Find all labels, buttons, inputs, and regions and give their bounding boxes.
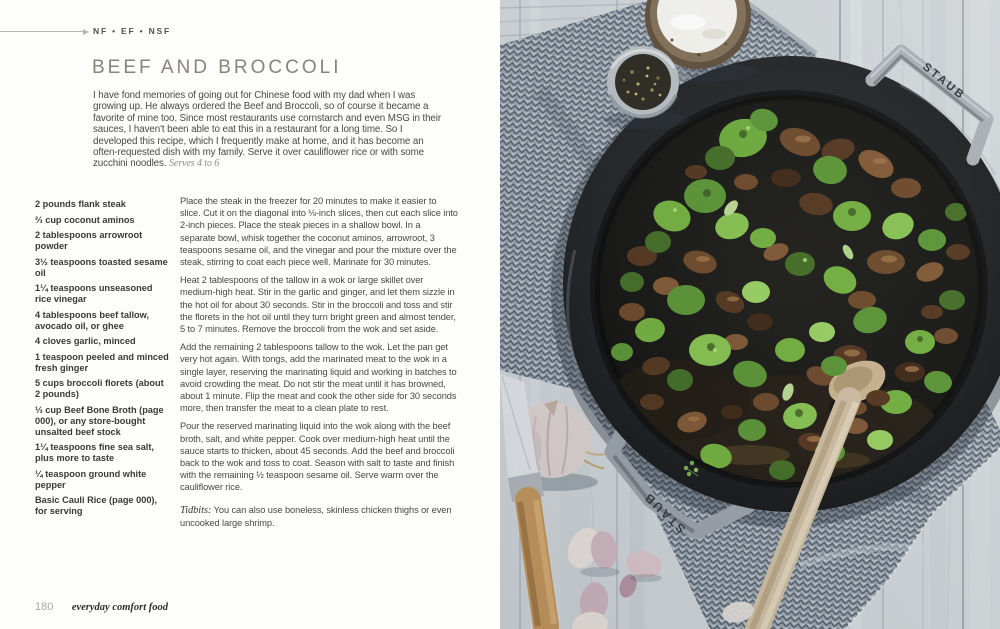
ingredient-item: 4 tablespoons beef tallow, avocado oil, or ghee [35, 309, 150, 331]
ingredient-item: 1¼ teaspoons unseasoned rice vinegar [35, 283, 153, 304]
ingredient-item: ⅔ cup coconut aminos [35, 214, 135, 225]
arrow-icon [0, 31, 84, 32]
tidbits-label: Tidbits: [180, 504, 212, 516]
ingredient-item: ¼ teaspoon ground white pepper [35, 468, 147, 490]
ingredient-item: 2 pounds flank steak [35, 199, 126, 209]
ingredient-item: 2 tablespoons arrowroot powder [35, 230, 143, 251]
page-number: 180 [35, 601, 54, 613]
step-paragraph: Pour the reserved marinating liquid into the wok along with the beef broth, salt, and white pepper. Cook over medium-high heat until the sauce starts to thicken, about 45 seconds. Add the beef and broccoli back to the wok and toss to coat. Season with salt to taste and finish with the remaining ½ teaspoon sesame oil. Serve warm over the cauliflower rice. [180, 421, 455, 493]
step-paragraph: Place the steak in the freezer for 20 minutes to make it easier to slice. Cut it on the diagonal into ⅛-inch slices, then cut each slice into 2-inch pieces. Place the steak pieces in a shallow bowl. In a separate bowl, whisk together the coconut aminos, arrowroot, 3 teaspoons sesame oil, and the vinegar and pour the mixture over the steak, stirring to coat each piece well. Marinate for 30 minutes. [180, 196, 458, 268]
tidbits-note [180, 504, 458, 529]
ingredient-item: 5 cups broccoli florets (about 2 pounds) [35, 378, 164, 399]
recipe-intro [93, 90, 449, 170]
serves-note: Serves 4 to 6 [169, 158, 220, 170]
ingredient-item: 3½ teaspoons toasted sesame oil [35, 256, 168, 278]
step-paragraph: Add the remaining 2 tablespoons tallow to the wok. Let the pan get very hot again. With tongs, add the marinated meat to the wok in a single layer, reserving the marinating liquid and working in batches to avoid crowding the meat. Do not stir the meat until it has browned, about 1 minute. Flip the meat and cook the other side for 30 seconds more, then transfer the meat to a clean plate to rest. [180, 342, 457, 414]
ingredient-item: 1 teaspoon peeled and minced fresh ginger [35, 351, 169, 373]
diet-badges: NF • EF • NSF [93, 26, 171, 36]
ingredient-item: Basic Cauli Rice (page 000), for serving [35, 495, 158, 516]
book-title: everyday comfort food [71, 602, 169, 613]
page-footer [35, 597, 168, 615]
tidbits-text: You can also use boneless, skinless chicken thighs or even uncooked large shrimp. [180, 504, 452, 528]
ingredients-list [35, 199, 169, 522]
step-paragraph: Heat 2 tablespoons of the tallow in a wok or large skillet over medium-high heat. Stir in the garlic and ginger, and let them sizzle in the hot oil for about 30 seconds. Stir in the broccoli and toss and stir the florets in the hot oil until they turn bright green and almost tender, 5 to 7 minutes. Remove the broccoli from the wok and set aside. [180, 275, 456, 335]
recipe-photo [500, 0, 1000, 629]
instructions [180, 195, 458, 535]
light-overlay [500, 0, 1000, 629]
intro-text: I have fond memories of going out for Chinese food with my dad when I was growing up. He always ordered the Beef and Broccoli, so of course it became a favorite of mine too. Since most restaurants use cornstarch and even MSG in their sauces, I haven't been able to eat this in a restaurant for a long time. So I developed this recipe, which I frequently make at home, and it has become an often-requested dish with my family. Serve it over cauliflower rice or with some zucchini noodles. [93, 90, 442, 170]
ingredient-item: 4 cloves garlic, minced [35, 336, 136, 346]
photo-illustration [500, 0, 1000, 629]
ingredient-item: 1¼ teaspoons fine sea salt, plus more to taste [35, 442, 154, 463]
ingredient-item: ⅓ cup Beef Bone Broth (page 000), or any store-bought unsalted beef stock [35, 404, 164, 437]
recipe-title: BEEF AND BROCCOLI [92, 57, 342, 78]
